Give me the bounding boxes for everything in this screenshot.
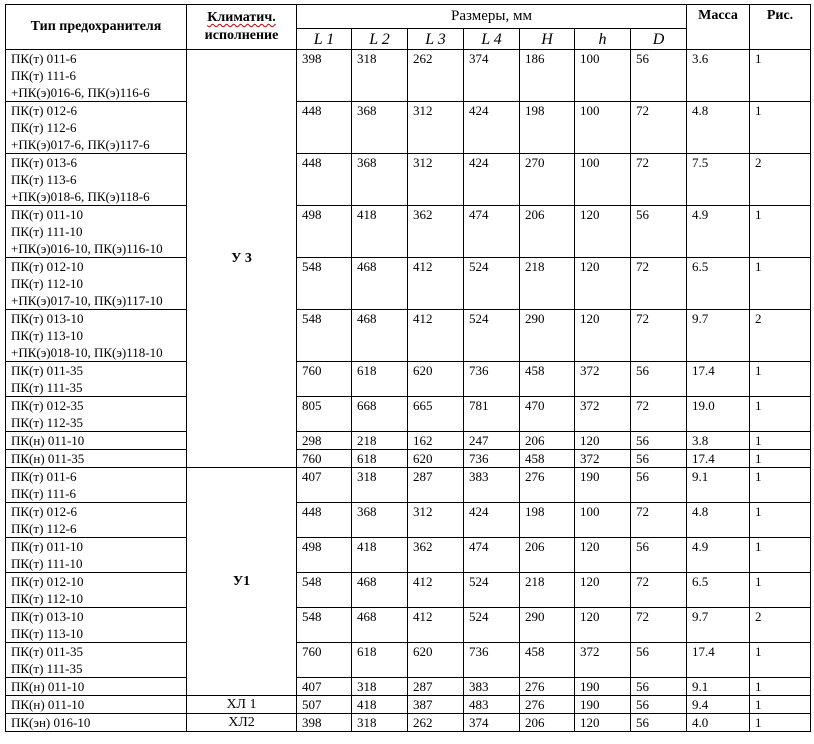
- dimension-cell: 620: [408, 643, 464, 678]
- fuse-type-cell: [6, 714, 187, 732]
- dimension-cell: 56: [631, 362, 687, 397]
- dimension-cell: 498: [297, 538, 352, 573]
- dimension-cell: 190: [575, 696, 631, 714]
- dimension-cell: 56: [631, 468, 687, 503]
- dimension-cell: 618: [352, 643, 408, 678]
- dimension-cell: 374: [464, 714, 520, 732]
- dimension-cell: 120: [575, 206, 631, 258]
- mass-cell: 17.4: [687, 643, 750, 678]
- figure-cell: 1: [750, 468, 811, 503]
- header-climate: [187, 5, 297, 50]
- fuse-type-line: ПК(т) 013-10: [11, 311, 84, 326]
- dimension-cell: 407: [297, 678, 352, 696]
- dimension-cell: 120: [575, 714, 631, 732]
- mass-cell: 4.9: [687, 206, 750, 258]
- table-row: [6, 206, 811, 258]
- dimension-cell: 374: [464, 50, 520, 102]
- dimension-cell: 218: [520, 573, 575, 608]
- dimension-cell: 190: [575, 468, 631, 503]
- climate-cell: У1: [187, 468, 297, 696]
- dimension-cell: 368: [352, 102, 408, 154]
- fuse-type-line: ПК(т) 013-10: [11, 609, 84, 624]
- fuse-type-line: ПК(т) 012-10: [11, 259, 84, 274]
- mass-cell: 9.7: [687, 310, 750, 362]
- header-figure: Рис.: [750, 5, 811, 50]
- mass-cell: 17.4: [687, 450, 750, 468]
- fuse-type-line: ПК(т) 012-6: [11, 103, 77, 118]
- dimension-cell: 470: [520, 397, 575, 432]
- table-row: [6, 678, 811, 696]
- dimension-cell: 362: [408, 206, 464, 258]
- table-row: [6, 258, 811, 310]
- dimension-cell: 72: [631, 503, 687, 538]
- mass-cell: 4.9: [687, 538, 750, 573]
- dimension-cell: 198: [520, 102, 575, 154]
- dimension-cell: 276: [520, 678, 575, 696]
- dimension-cell: 618: [352, 362, 408, 397]
- table-row: [6, 503, 811, 538]
- table-row: [6, 450, 811, 468]
- dimension-cell: 474: [464, 538, 520, 573]
- table-row: [6, 397, 811, 432]
- figure-cell: 1: [750, 696, 811, 714]
- mass-cell: 4.0: [687, 714, 750, 732]
- dimension-cell: 448: [297, 503, 352, 538]
- dimension-cell: 72: [631, 102, 687, 154]
- fuse-type-line: +ПК(э)016-10, ПК(э)116-10: [11, 241, 163, 256]
- dimension-cell: 620: [408, 362, 464, 397]
- dimension-cell: 448: [297, 154, 352, 206]
- fuse-type-line: ПК(т) 113-10: [11, 626, 83, 641]
- figure-cell: 2: [750, 310, 811, 362]
- dimension-cell: 524: [464, 573, 520, 608]
- figure-cell: 2: [750, 608, 811, 643]
- fuse-type-line: ПК(т) 013-6: [11, 155, 77, 170]
- dimension-cell: 218: [352, 432, 408, 450]
- climate-cell: ХЛ 1: [187, 696, 297, 714]
- dimension-cell: 418: [352, 538, 408, 573]
- figure-cell: 1: [750, 503, 811, 538]
- fuse-type-cell: [6, 573, 187, 608]
- dimension-cell: 412: [408, 573, 464, 608]
- dimension-cell: 56: [631, 538, 687, 573]
- dimension-cell: 56: [631, 696, 687, 714]
- dimension-cell: 368: [352, 154, 408, 206]
- table-row: [6, 154, 811, 206]
- fuse-type-line: +ПК(э)016-6, ПК(э)116-6: [11, 85, 150, 100]
- dimension-cell: 387: [408, 696, 464, 714]
- dimension-cell: 418: [352, 696, 408, 714]
- table-row: [6, 362, 811, 397]
- dimension-cell: 312: [408, 154, 464, 206]
- dimension-cell: 56: [631, 432, 687, 450]
- dimension-cell: 206: [520, 538, 575, 573]
- figure-cell: 1: [750, 678, 811, 696]
- dimension-cell: 372: [575, 397, 631, 432]
- table-row: [6, 468, 811, 503]
- figure-cell: 1: [750, 450, 811, 468]
- table-row: [6, 432, 811, 450]
- figure-cell: 1: [750, 573, 811, 608]
- fuse-type-line: ПК(т) 111-10: [11, 556, 83, 571]
- header-dim-col: h: [575, 29, 631, 50]
- dimension-cell: 56: [631, 50, 687, 102]
- dimension-cell: 100: [575, 503, 631, 538]
- fuse-type-line: ПК(т) 112-10: [11, 276, 83, 291]
- fuse-type-cell: [6, 102, 187, 154]
- fuse-type-line: +ПК(э)017-6, ПК(э)117-6: [11, 137, 150, 152]
- dimension-cell: 448: [297, 102, 352, 154]
- fuse-type-line: ПК(т) 112-6: [11, 120, 77, 135]
- dimension-cell: 468: [352, 258, 408, 310]
- header-climate-abbr: Климатич.: [207, 10, 276, 25]
- dimension-cell: 206: [520, 206, 575, 258]
- fuse-type-cell: [6, 538, 187, 573]
- header-dim-col: D: [631, 29, 687, 50]
- dimension-cell: 290: [520, 310, 575, 362]
- fuse-type-line: ПК(н) 011-10: [11, 679, 85, 694]
- header-dim-col: L 2: [352, 29, 408, 50]
- dimension-cell: 407: [297, 468, 352, 503]
- fuse-type-cell: [6, 258, 187, 310]
- dimension-cell: 548: [297, 608, 352, 643]
- fuse-type-cell: [6, 696, 187, 714]
- dimension-cell: 298: [297, 432, 352, 450]
- fuse-type-line: ПК(т) 113-10: [11, 328, 83, 343]
- dimension-cell: 736: [464, 362, 520, 397]
- dimension-cell: 100: [575, 102, 631, 154]
- dimension-cell: 620: [408, 450, 464, 468]
- header-dim-col: H: [520, 29, 575, 50]
- dimension-cell: 372: [575, 362, 631, 397]
- fuse-type-line: ПК(т) 011-6: [11, 51, 77, 66]
- dimension-cell: 424: [464, 102, 520, 154]
- figure-cell: 1: [750, 432, 811, 450]
- dimension-cell: 618: [352, 450, 408, 468]
- dimension-cell: 760: [297, 362, 352, 397]
- figure-cell: 1: [750, 643, 811, 678]
- dimension-cell: 120: [575, 608, 631, 643]
- dimension-cell: 120: [575, 538, 631, 573]
- mass-cell: 9.7: [687, 608, 750, 643]
- table-row: [6, 50, 811, 102]
- dimension-cell: 383: [464, 678, 520, 696]
- dimension-cell: 56: [631, 643, 687, 678]
- dimension-cell: 120: [575, 432, 631, 450]
- figure-cell: 1: [750, 362, 811, 397]
- header-dimensions: Размеры, мм: [297, 5, 687, 29]
- mass-cell: 7.5: [687, 154, 750, 206]
- dimension-cell: 398: [297, 714, 352, 732]
- fuse-type-cell: [6, 608, 187, 643]
- dimension-cell: 468: [352, 573, 408, 608]
- dimension-cell: 72: [631, 397, 687, 432]
- dimension-cell: 548: [297, 573, 352, 608]
- dimension-cell: 668: [352, 397, 408, 432]
- fuse-type-line: ПК(т) 012-6: [11, 504, 77, 519]
- fuse-type-line: ПК(т) 011-6: [11, 469, 77, 484]
- dimension-cell: 760: [297, 450, 352, 468]
- dimension-cell: 483: [464, 696, 520, 714]
- dimension-cell: 805: [297, 397, 352, 432]
- mass-cell: 9.1: [687, 468, 750, 503]
- dimension-cell: 524: [464, 608, 520, 643]
- dimension-cell: 736: [464, 450, 520, 468]
- dimension-cell: 56: [631, 450, 687, 468]
- figure-cell: 1: [750, 538, 811, 573]
- dimension-cell: 548: [297, 310, 352, 362]
- dimension-cell: 56: [631, 206, 687, 258]
- fuse-type-line: ПК(т) 111-35: [11, 661, 83, 676]
- dimension-cell: 262: [408, 714, 464, 732]
- fuse-type-cell: [6, 468, 187, 503]
- dimension-cell: 120: [575, 258, 631, 310]
- dimension-cell: 312: [408, 102, 464, 154]
- fuse-type-cell: [6, 503, 187, 538]
- climate-cell: У 3: [187, 50, 297, 468]
- dimension-cell: 418: [352, 206, 408, 258]
- dimension-cell: 412: [408, 258, 464, 310]
- dimension-cell: 162: [408, 432, 464, 450]
- figure-cell: 1: [750, 397, 811, 432]
- dimension-cell: 412: [408, 608, 464, 643]
- dimension-cell: 362: [408, 538, 464, 573]
- table-body: [6, 50, 811, 732]
- fuse-type-line: ПК(н) 011-10: [11, 697, 85, 712]
- dimension-cell: 72: [631, 608, 687, 643]
- dimension-cell: 424: [464, 154, 520, 206]
- dimension-cell: 190: [575, 678, 631, 696]
- dimension-cell: 318: [352, 468, 408, 503]
- dimension-cell: 760: [297, 643, 352, 678]
- dimension-cell: 412: [408, 310, 464, 362]
- dimension-cell: 186: [520, 50, 575, 102]
- dimension-cell: 247: [464, 432, 520, 450]
- fuse-type-line: ПК(т) 112-35: [11, 415, 83, 430]
- dimension-cell: 120: [575, 573, 631, 608]
- dimension-cell: 398: [297, 50, 352, 102]
- dimension-cell: 318: [352, 50, 408, 102]
- dimension-cell: 383: [464, 468, 520, 503]
- dimension-cell: 781: [464, 397, 520, 432]
- fuse-type-cell: [6, 678, 187, 696]
- dimension-cell: 524: [464, 310, 520, 362]
- header-mass: Масса: [687, 5, 750, 50]
- fuse-type-cell: [6, 397, 187, 432]
- mass-cell: 19.0: [687, 397, 750, 432]
- fuse-type-line: ПК(н) 011-35: [11, 451, 85, 466]
- dimension-cell: 474: [464, 206, 520, 258]
- figure-cell: 1: [750, 50, 811, 102]
- dimension-cell: 507: [297, 696, 352, 714]
- fuse-type-cell: [6, 206, 187, 258]
- fuse-type-line: ПК(т) 111-6: [11, 486, 77, 501]
- mass-cell: 9.4: [687, 696, 750, 714]
- fuse-type-cell: [6, 50, 187, 102]
- table-row: [6, 573, 811, 608]
- figure-cell: 1: [750, 206, 811, 258]
- dimension-cell: 458: [520, 362, 575, 397]
- dimension-cell: 468: [352, 608, 408, 643]
- dimension-cell: 100: [575, 154, 631, 206]
- fuse-type-line: ПК(т) 112-10: [11, 591, 83, 606]
- dimension-cell: 498: [297, 206, 352, 258]
- fuse-type-line: ПК(т) 012-10: [11, 574, 84, 589]
- table-row: [6, 608, 811, 643]
- mass-cell: 4.8: [687, 503, 750, 538]
- dimension-cell: 287: [408, 678, 464, 696]
- fuse-type-line: ПК(т) 113-6: [11, 172, 77, 187]
- dimension-cell: 458: [520, 450, 575, 468]
- mass-cell: 3.8: [687, 432, 750, 450]
- header-dim-col: L 3: [408, 29, 464, 50]
- fuse-type-line: ПК(т) 111-35: [11, 380, 83, 395]
- table-row: [6, 714, 811, 732]
- fuse-type-line: ПК(т) 011-10: [11, 207, 83, 222]
- fuse-type-line: ПК(т) 011-10: [11, 539, 83, 554]
- dimension-cell: 120: [575, 310, 631, 362]
- fuse-type-line: ПК(т) 111-6: [11, 68, 77, 83]
- dimension-cell: 468: [352, 310, 408, 362]
- dimension-cell: 206: [520, 714, 575, 732]
- dimension-cell: 218: [520, 258, 575, 310]
- header-climate-rest: исполнение: [204, 28, 279, 43]
- table-row: [6, 696, 811, 714]
- fuse-type-line: ПК(эн) 016-10: [11, 715, 91, 730]
- dimension-cell: 736: [464, 643, 520, 678]
- dimension-cell: 548: [297, 258, 352, 310]
- dimension-cell: 524: [464, 258, 520, 310]
- header-dim-col: L 4: [464, 29, 520, 50]
- mass-cell: 17.4: [687, 362, 750, 397]
- mass-cell: 6.5: [687, 258, 750, 310]
- dimension-cell: 56: [631, 714, 687, 732]
- dimension-cell: 72: [631, 154, 687, 206]
- dimension-cell: 72: [631, 573, 687, 608]
- fuse-type-cell: [6, 310, 187, 362]
- figure-cell: 1: [750, 102, 811, 154]
- fuse-type-line: ПК(н) 011-10: [11, 433, 85, 448]
- mass-cell: 6.5: [687, 573, 750, 608]
- dimension-cell: 206: [520, 432, 575, 450]
- mass-cell: 3.6: [687, 50, 750, 102]
- header-dim-col: L 1: [297, 29, 352, 50]
- fuse-type-line: ПК(т) 011-35: [11, 644, 83, 659]
- dimension-cell: 72: [631, 310, 687, 362]
- dimension-cell: 100: [575, 50, 631, 102]
- figure-cell: 1: [750, 258, 811, 310]
- table-row: [6, 538, 811, 573]
- dimension-cell: 458: [520, 643, 575, 678]
- dimension-cell: 290: [520, 608, 575, 643]
- dimension-cell: 276: [520, 468, 575, 503]
- dimension-cell: 56: [631, 678, 687, 696]
- fuse-type-cell: [6, 154, 187, 206]
- dimension-cell: 368: [352, 503, 408, 538]
- climate-cell: ХЛ2: [187, 714, 297, 732]
- table-row: [6, 643, 811, 678]
- dimension-cell: 312: [408, 503, 464, 538]
- fuse-dimensions-table: [5, 4, 811, 732]
- fuse-type-cell: [6, 432, 187, 450]
- fuse-type-cell: [6, 450, 187, 468]
- dimension-cell: 424: [464, 503, 520, 538]
- dimension-cell: 72: [631, 258, 687, 310]
- fuse-type-line: +ПК(э)017-10, ПК(э)117-10: [11, 293, 163, 308]
- fuse-type-line: ПК(т) 112-6: [11, 521, 77, 536]
- fuse-type-line: ПК(т) 111-10: [11, 224, 83, 239]
- dimension-cell: 372: [575, 643, 631, 678]
- fuse-type-line: +ПК(э)018-10, ПК(э)118-10: [11, 345, 163, 360]
- dimension-cell: 318: [352, 678, 408, 696]
- figure-cell: 1: [750, 714, 811, 732]
- table-row: [6, 102, 811, 154]
- fuse-type-cell: [6, 362, 187, 397]
- figure-cell: 2: [750, 154, 811, 206]
- dimension-cell: 318: [352, 714, 408, 732]
- dimension-cell: 276: [520, 696, 575, 714]
- dimension-cell: 665: [408, 397, 464, 432]
- header-type: Тип предохранителя: [6, 5, 187, 50]
- mass-cell: 9.1: [687, 678, 750, 696]
- dimension-cell: 287: [408, 468, 464, 503]
- dimension-cell: 270: [520, 154, 575, 206]
- dimension-cell: 262: [408, 50, 464, 102]
- fuse-type-line: ПК(т) 011-35: [11, 363, 83, 378]
- fuse-type-line: +ПК(э)018-6, ПК(э)118-6: [11, 189, 150, 204]
- table-row: [6, 310, 811, 362]
- fuse-type-line: ПК(т) 012-35: [11, 398, 84, 413]
- mass-cell: 4.8: [687, 102, 750, 154]
- dimension-cell: 198: [520, 503, 575, 538]
- fuse-type-cell: [6, 643, 187, 678]
- dimension-cell: 372: [575, 450, 631, 468]
